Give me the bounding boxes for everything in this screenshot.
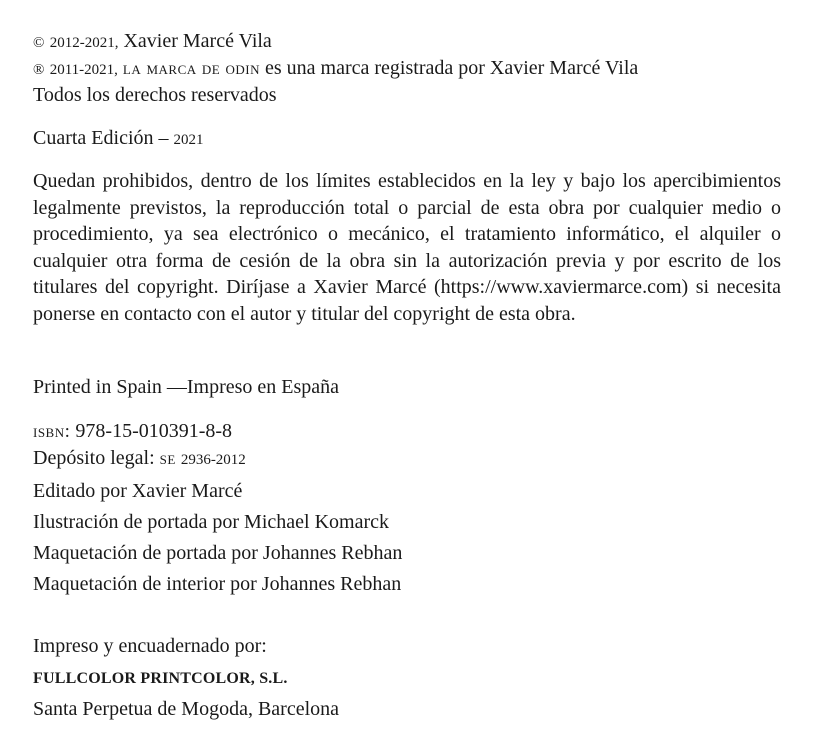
edition-year: 2021 — [173, 132, 204, 148]
copyright-symbol: © — [33, 35, 45, 51]
copyright-line — [33, 28, 272, 56]
deposito-prefix: se — [159, 448, 176, 469]
printed-in: Printed in Spain —Impreso en España — [33, 376, 340, 398]
deposito-line — [33, 445, 246, 473]
credit-line: Maquetación de portada por Johannes Rebhan — [33, 542, 403, 564]
trademark-years: 2011-2021, — [49, 62, 118, 78]
isbn-label: isbn: — [33, 421, 71, 442]
printer-company: FULLCOLOR PRINTCOLOR, S.L. — [33, 670, 288, 687]
copyright-holder: Xavier Marcé Vila — [123, 30, 272, 52]
edition-label: Cuarta Edición – — [33, 127, 169, 149]
rights-reserved: Todos los derechos reservados — [33, 84, 277, 106]
credit-line: Editado por Xavier Marcé — [33, 480, 243, 502]
legal-notice: Quedan prohibidos, dentro de los límites establecidos en la ley y bajo los apercibimientos legalmente previstos, la reproducción total o parcial de esta obra por cualquier medio o procedimiento, ya sea electrónico o mecánico, el tratamiento informático, el alquiler o cualquier otra forma de cesión de la obra sin la autorización previa y por escrito de los titulares del copyright. Diríjase a Xavier Marcé (https://www.xaviermarce.com) si necesita ponerse en contacto con el autor y titular del copyright de esta obra. — [33, 170, 781, 325]
isbn-line — [33, 418, 232, 445]
deposito-value: 2936-2012 — [180, 452, 246, 468]
printer-location: Santa Perpetua de Mogoda, Barcelona — [33, 698, 340, 720]
isbn-value: 978-15-010391-8-8 — [75, 420, 233, 442]
deposito-label: Depósito legal: — [33, 447, 155, 469]
copyright-years: 2012-2021, — [49, 35, 119, 51]
credit-line: Ilustración de portada por Michael Komarck — [33, 511, 389, 533]
registered-symbol: ® — [33, 62, 45, 78]
printer-label: Impreso y encuadernado por: — [33, 635, 267, 657]
edition-line — [33, 125, 204, 153]
credit-line: Maquetación de interior por Johannes Rebhan — [33, 573, 402, 595]
brand-name: la marca de odin — [122, 58, 260, 79]
trademark-line — [33, 55, 638, 83]
trademark-text: es una marca registrada por Xavier Marcé Vila — [265, 57, 639, 79]
